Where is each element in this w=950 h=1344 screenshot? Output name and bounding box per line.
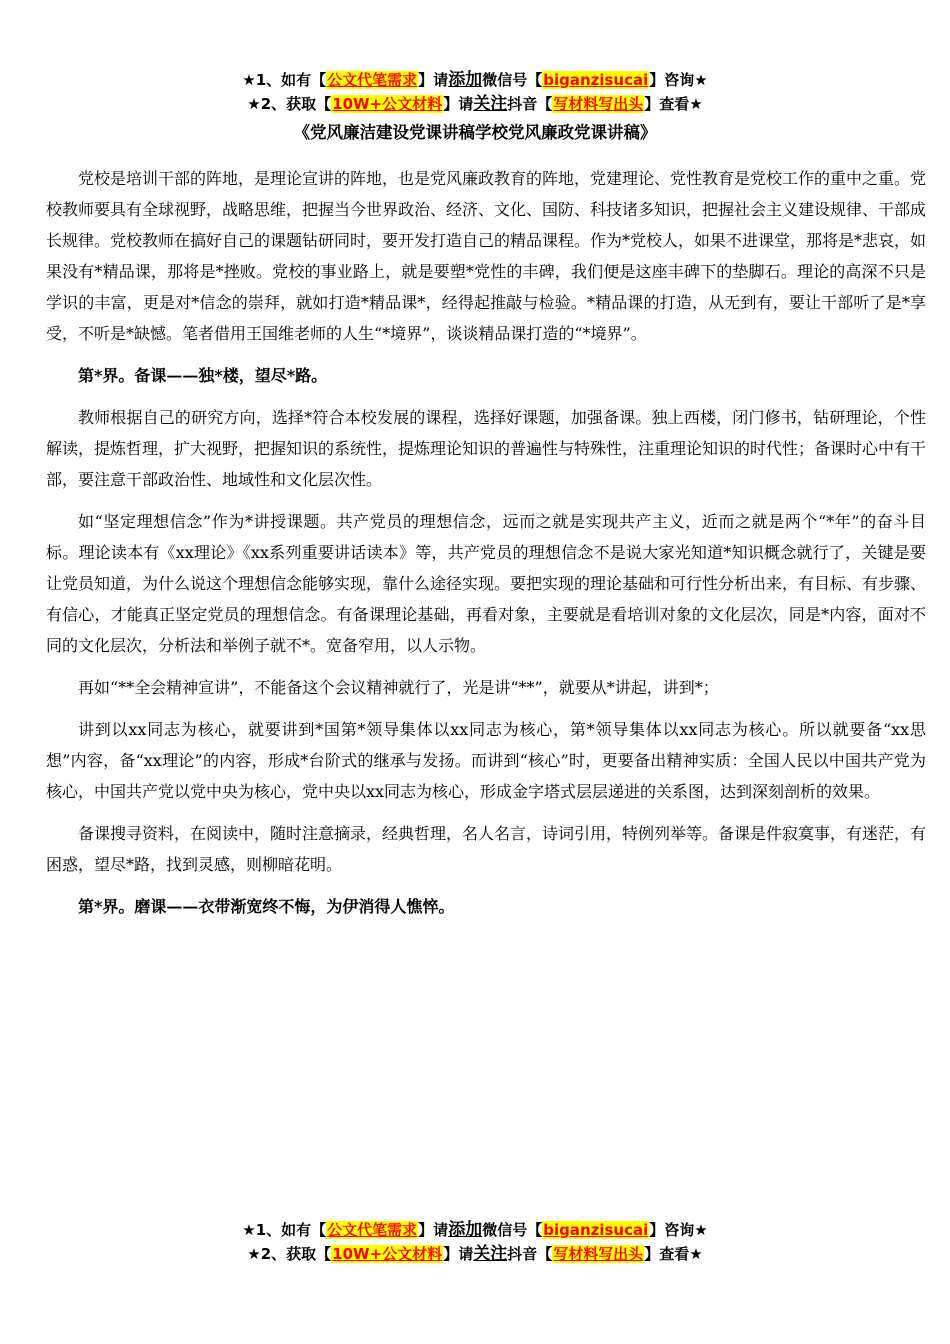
promo-text: ★2、获取【 — [247, 1245, 332, 1263]
promo-emphasis: 添加 — [448, 1220, 483, 1240]
paragraph: 再如“**全会精神宣讲”，不能备这个会议精神就行了，光是讲“**”，就要从*讲起，讲到*； — [78, 678, 719, 697]
promo-line-2 — [0, 92, 950, 116]
promo-emphasis: 关注 — [473, 1244, 508, 1264]
promo-text: 】咨询★ — [649, 1221, 708, 1239]
promo-emphasis: 添加 — [448, 70, 483, 90]
douyin-id-highlight: 写材料写出头 — [553, 1245, 644, 1263]
promo-emphasis: 关注 — [473, 94, 508, 114]
promo-text: 抖音【 — [507, 95, 553, 113]
section-heading: 第*界。磨课——衣带渐宽终不悔，为伊消得人憔悴。 — [78, 897, 455, 916]
douyin-id-highlight: 写材料写出头 — [553, 95, 644, 113]
promo-text: 】查看★ — [644, 1245, 703, 1263]
promo-text: 】请 — [443, 95, 474, 113]
paragraph: 如“坚定理想信念”作为*讲授课题。共产党员的理想信念，远而之就是实现共产主义，近而之就是两个“*年”的奋斗目标。理论读本有《xx理论》《xx系列重要讲话读本》等，共产党员的理想信念不是说大家光知道*知识概念就行了，关键是要让党员知道，为什么说这个理想信念能够实现，靠什么途径实现。要把实现的理论基础和可行性分析出来，有目标、有步骤、有信心，才能真正坚定党员的理想信念。有备课理论基础，再看对象，主要就是看培训对象的文化层次，同是*内容，面对不同的文化层次，分析法和举例子就不*。宽备窄用，以人示物。 — [46, 512, 927, 655]
section-heading: 第*界。备课——独*楼，望尽*路。 — [78, 366, 328, 385]
promo-text: 】查看★ — [644, 95, 703, 113]
top-promo-banner — [0, 68, 950, 116]
promo-text: 】请 — [418, 1221, 449, 1239]
promo-text: ★2、获取【 — [247, 95, 332, 113]
promo-text: 微信号【 — [482, 1221, 543, 1239]
promo-text: 微信号【 — [482, 71, 543, 89]
document-body — [46, 163, 926, 933]
wechat-id-highlight: biganzisucai — [543, 71, 649, 89]
promo-line-2 — [0, 1242, 950, 1266]
paragraph: 备课搜寻资料，在阅读中，随时注意摘录，经典哲理，名人名言，诗词引用，特例列举等。备课是件寂寞事，有迷茫，有困惑，望尽*路，找到灵感，则柳暗花明。 — [46, 824, 927, 874]
promo-line-1 — [0, 1218, 950, 1242]
promo-text: 】请 — [443, 1245, 474, 1263]
promo-text: 抖音【 — [507, 1245, 553, 1263]
document-title: 《党风廉洁建设党课讲稿学校党风廉政党课讲稿》 — [293, 123, 657, 142]
promo-text: 】咨询★ — [649, 71, 708, 89]
promo-highlight: 公文代笔需求 — [327, 71, 418, 89]
paragraph: 党校是培训干部的阵地，是理论宣讲的阵地，也是党风廉政教育的阵地，党建理论、党性教育是党校工作的重中之重。党校教师要具有全球视野，战略思维，把握当今世界政治、经济、文化、国防、科技诸多知识，把握社会主义建设规律、干部成长规律。党校教师在搞好自己的课题钻研同时，要开发打造自己的精品课程。作为*党校人，如果不进课堂，那将是*悲哀，如果没有*精品课，那将是*挫败。党校的事业路上，就是要塑*党性的丰碑，我们便是这座丰碑下的垫脚石。理论的高深不只是学识的丰富，更是对*信念的崇拜，就如打造*精品课*，经得起推敲与检验。*精品课的打造，从无到有，要让干部听了是*享受，不听是*缺憾。笔者借用王国维老师的人生“*境界”，谈谈精品课打造的“*境界”。 — [46, 169, 927, 343]
promo-highlight: 10W+公文材料 — [332, 1245, 443, 1263]
paragraph: 教师根据自己的研究方向，选择*符合本校发展的课程，选择好课题，加强备课。独上西楼，闭门修书，钻研理论，个性解读，提炼哲理，扩大视野，把握知识的系统性，提炼理论知识的普遍性与特殊性，注重理论知识的时代性；备课时心中有干部，要注意干部政治性、地域性和文化层次性。 — [46, 408, 927, 489]
wechat-id-highlight: biganzisucai — [543, 1221, 649, 1239]
bottom-promo-banner — [0, 1218, 950, 1266]
promo-highlight: 10W+公文材料 — [332, 95, 443, 113]
paragraph: 讲到以xx同志为核心，就要讲到*国第*领导集体以xx同志为核心，第*领导集体以xx同志为核心。所以就要备“xx思想”内容，备“xx理论”的内容，形成*台阶式的继承与发扬。而讲到“核心”时，更要备出精神实质：全国人民以中国共产党为核心，中国共产党以党中央为核心，党中央以xx同志为核心，形成金字塔式层层递进的关系图，达到深刻剖析的效果。 — [46, 720, 926, 801]
promo-text: 】请 — [418, 71, 449, 89]
promo-highlight: 公文代笔需求 — [327, 1221, 418, 1239]
promo-line-1 — [0, 68, 950, 92]
promo-text: ★1、如有【 — [242, 1221, 327, 1239]
promo-text: ★1、如有【 — [242, 71, 327, 89]
